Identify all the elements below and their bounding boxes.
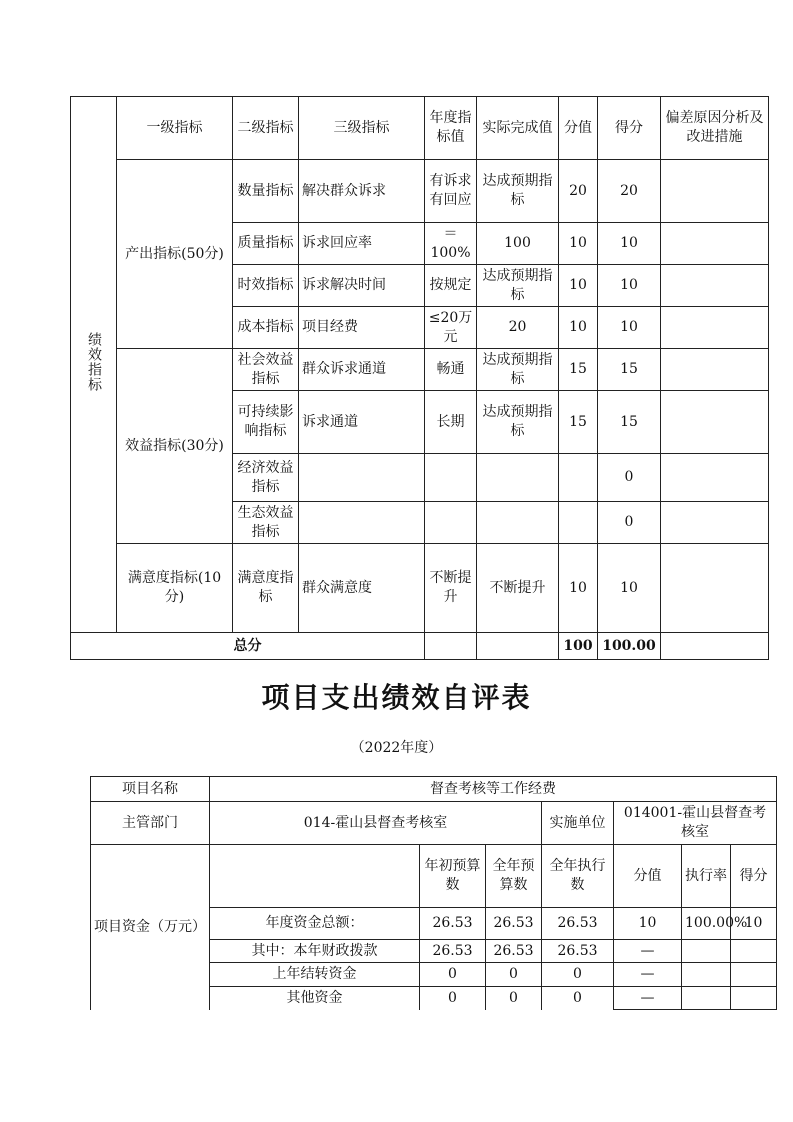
cell-l2: 生态效益指标 bbox=[233, 502, 299, 544]
cell-deviation bbox=[661, 223, 769, 265]
total-score: 100.00 bbox=[598, 633, 661, 660]
funds-blank bbox=[210, 845, 420, 908]
cell-target: 有诉求有回应 bbox=[425, 160, 477, 223]
cell-l3: 诉求回应率 bbox=[299, 223, 425, 265]
cell-l2: 成本指标 bbox=[233, 307, 299, 349]
cell-deviation bbox=[661, 160, 769, 223]
dept-value: 014-霍山县督查考核室 bbox=[210, 802, 542, 845]
cell-weight: 15 bbox=[559, 391, 598, 454]
header-executed: 全年执行数 bbox=[542, 845, 614, 908]
header-rate: 执行率 bbox=[682, 845, 731, 908]
cell-l3 bbox=[299, 502, 425, 544]
header-level3: 三级指标 bbox=[299, 97, 425, 160]
cell-l3: 诉求通道 bbox=[299, 391, 425, 454]
cell-l3: 项目经费 bbox=[299, 307, 425, 349]
cell-actual: 达成预期指标 bbox=[477, 349, 559, 391]
dept-row bbox=[91, 802, 777, 845]
cell-score: 0 bbox=[598, 454, 661, 502]
dept-label: 主管部门 bbox=[91, 802, 210, 845]
cell-score: 0 bbox=[598, 502, 661, 544]
cell-deviation bbox=[661, 502, 769, 544]
header-level1: 一级指标 bbox=[117, 97, 233, 160]
cell-l2: 可持续影响指标 bbox=[233, 391, 299, 454]
cell-score: 10 bbox=[598, 265, 661, 307]
cell-actual bbox=[477, 454, 559, 502]
project-name-label: 项目名称 bbox=[91, 777, 210, 802]
performance-indicator-table bbox=[70, 96, 769, 660]
header-annual: 全年预算数 bbox=[486, 845, 542, 908]
row-label: 其他资金 bbox=[210, 987, 420, 1010]
cell-l2: 时效指标 bbox=[233, 265, 299, 307]
cell-l2: 质量指标 bbox=[233, 223, 299, 265]
table-row bbox=[71, 544, 769, 633]
total-label: 总分 bbox=[71, 633, 425, 660]
total-target bbox=[425, 633, 477, 660]
cell-target: ≤20万元 bbox=[425, 307, 477, 349]
cell-deviation bbox=[661, 454, 769, 502]
cell-l2: 满意度指标 bbox=[233, 544, 299, 633]
cell-rate: 100.00% bbox=[682, 908, 731, 940]
cell-score bbox=[731, 987, 777, 1010]
cell-l3: 诉求解决时间 bbox=[299, 265, 425, 307]
cell-actual: 达成预期指标 bbox=[477, 391, 559, 454]
header-target: 年度指标值 bbox=[425, 97, 477, 160]
cell-rate bbox=[682, 963, 731, 987]
group-output: 产出指标(50分) bbox=[117, 160, 233, 349]
cell-deviation bbox=[661, 265, 769, 307]
cell-score: 10 bbox=[598, 544, 661, 633]
header-score: 得分 bbox=[731, 845, 777, 908]
header-level2: 二级指标 bbox=[233, 97, 299, 160]
cell-deviation bbox=[661, 544, 769, 633]
cell-initial: 26.53 bbox=[420, 908, 486, 940]
total-actual bbox=[477, 633, 559, 660]
total-deviation bbox=[661, 633, 769, 660]
cell-score: 10 bbox=[598, 223, 661, 265]
impl-label: 实施单位 bbox=[542, 802, 614, 845]
cell-weight: — bbox=[614, 940, 682, 963]
cell-weight: 20 bbox=[559, 160, 598, 223]
total-weight: 100 bbox=[559, 633, 598, 660]
cell-deviation bbox=[661, 307, 769, 349]
impl-value: 014001-霍山县督查考核室 bbox=[614, 802, 777, 845]
header-initial: 年初预算数 bbox=[420, 845, 486, 908]
cell-target: 按规定 bbox=[425, 265, 477, 307]
table-row bbox=[71, 349, 769, 391]
project-name: 督查考核等工作经费 bbox=[210, 777, 777, 802]
cell-rate bbox=[682, 987, 731, 1010]
cell-l3 bbox=[299, 454, 425, 502]
cell-annual: 0 bbox=[486, 963, 542, 987]
group-satisfaction: 满意度指标(10分) bbox=[117, 544, 233, 633]
cell-l3: 群众满意度 bbox=[299, 544, 425, 633]
cell-target bbox=[425, 454, 477, 502]
cell-actual: 达成预期指标 bbox=[477, 265, 559, 307]
cell-weight bbox=[559, 454, 598, 502]
cell-weight: — bbox=[614, 963, 682, 987]
cell-initial: 0 bbox=[420, 987, 486, 1010]
cell-target: ＝100% bbox=[425, 223, 477, 265]
cell-score: 20 bbox=[598, 160, 661, 223]
cell-actual: 达成预期指标 bbox=[477, 160, 559, 223]
cell-weight: 10 bbox=[559, 223, 598, 265]
cell-annual: 26.53 bbox=[486, 940, 542, 963]
cell-deviation bbox=[661, 349, 769, 391]
cell-actual: 20 bbox=[477, 307, 559, 349]
cell-score bbox=[731, 940, 777, 963]
cell-l3: 群众诉求通道 bbox=[299, 349, 425, 391]
table-row bbox=[71, 160, 769, 223]
cell-rate bbox=[682, 940, 731, 963]
cell-annual: 26.53 bbox=[486, 908, 542, 940]
cell-annual: 0 bbox=[486, 987, 542, 1010]
cell-score: 15 bbox=[598, 391, 661, 454]
cell-score: 15 bbox=[598, 349, 661, 391]
cell-weight bbox=[559, 502, 598, 544]
cell-score bbox=[731, 963, 777, 987]
section-label: 绩效指标 bbox=[86, 331, 102, 392]
cell-target: 长期 bbox=[425, 391, 477, 454]
budget-table bbox=[90, 776, 777, 1010]
cell-score: 10 bbox=[731, 908, 777, 940]
cell-target: 畅通 bbox=[425, 349, 477, 391]
header-weight: 分值 bbox=[559, 97, 598, 160]
cell-l2: 经济效益指标 bbox=[233, 454, 299, 502]
page-subtitle: （2022年度） bbox=[350, 740, 443, 756]
total-row bbox=[71, 633, 769, 660]
cell-initial: 0 bbox=[420, 963, 486, 987]
cell-weight: 10 bbox=[559, 265, 598, 307]
cell-weight: 10 bbox=[614, 908, 682, 940]
header-score: 得分 bbox=[598, 97, 661, 160]
funds-label: 项目资金（万元） bbox=[91, 845, 210, 1010]
row-label: 上年结转资金 bbox=[210, 963, 420, 987]
cell-actual: 100 bbox=[477, 223, 559, 265]
cell-target: 不断提升 bbox=[425, 544, 477, 633]
section-label-cell bbox=[71, 97, 117, 633]
cell-weight: 10 bbox=[559, 307, 598, 349]
cell-l3: 解决群众诉求 bbox=[299, 160, 425, 223]
project-name-row bbox=[91, 777, 777, 802]
cell-weight: — bbox=[614, 987, 682, 1010]
cell-l2: 社会效益指标 bbox=[233, 349, 299, 391]
cell-actual: 不断提升 bbox=[477, 544, 559, 633]
cell-initial: 26.53 bbox=[420, 940, 486, 963]
row-label: 年度资金总额： bbox=[210, 908, 420, 940]
cell-score: 10 bbox=[598, 307, 661, 349]
cell-executed: 26.53 bbox=[542, 940, 614, 963]
header-actual: 实际完成值 bbox=[477, 97, 559, 160]
cell-executed: 0 bbox=[542, 963, 614, 987]
header-weight: 分值 bbox=[614, 845, 682, 908]
group-benefit: 效益指标(30分) bbox=[117, 349, 233, 544]
cell-l2: 数量指标 bbox=[233, 160, 299, 223]
cell-deviation bbox=[661, 391, 769, 454]
row-label: 其中：本年财政拨款 bbox=[210, 940, 420, 963]
table-header-row bbox=[71, 97, 769, 160]
cell-actual bbox=[477, 502, 559, 544]
page-title: 项目支出绩效自评表 bbox=[261, 681, 532, 714]
cell-target bbox=[425, 502, 477, 544]
cell-weight: 10 bbox=[559, 544, 598, 633]
cell-weight: 15 bbox=[559, 349, 598, 391]
cell-executed: 0 bbox=[542, 987, 614, 1010]
cell-executed: 26.53 bbox=[542, 908, 614, 940]
header-deviation: 偏差原因分析及改进措施 bbox=[661, 97, 769, 160]
funds-header-row bbox=[91, 845, 777, 908]
